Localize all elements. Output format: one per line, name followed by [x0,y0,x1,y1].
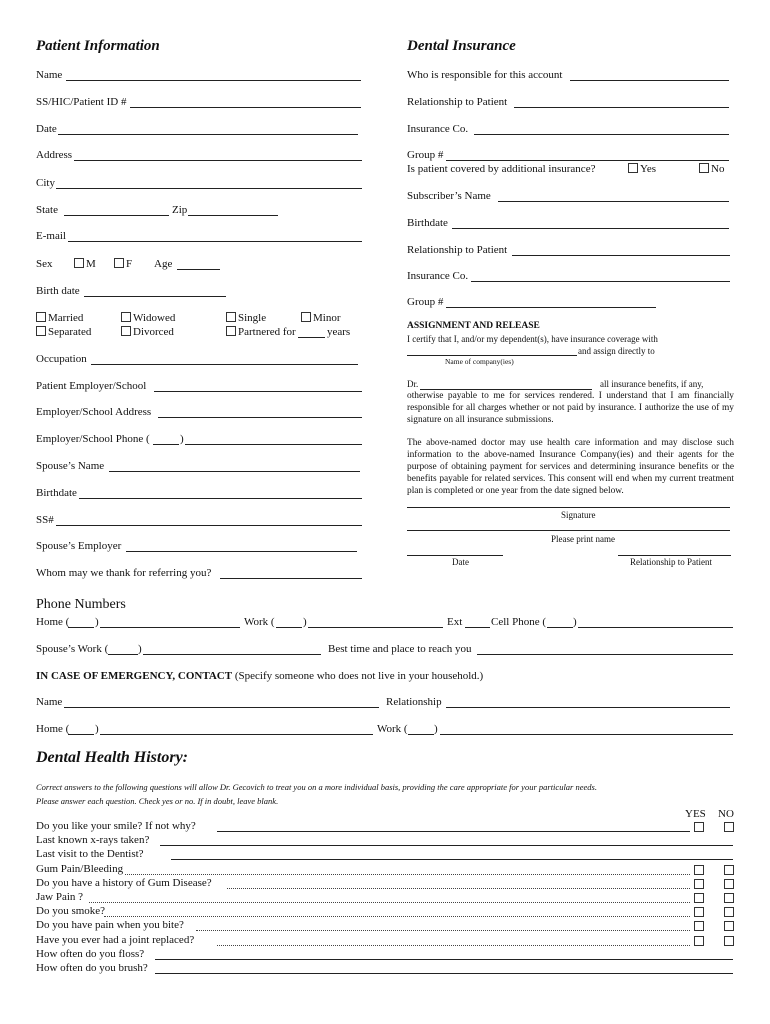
history-answer-field[interactable] [217,945,691,946]
partnered-years-field[interactable] [298,337,325,338]
ext-label: Ext [447,616,463,628]
assign-directly-text: and assign directly to [578,346,655,356]
address-label: Address [36,149,73,161]
history-question: Have you ever had a joint replaced? [36,933,195,946]
dr-label: Dr. [407,379,419,389]
company-names-field[interactable] [407,355,577,356]
paren-close: ) [138,643,142,655]
paren-close: ) [573,616,577,628]
emergency-work-label: Work ( [377,723,408,735]
print-name-field[interactable] [407,530,730,531]
history-no-checkbox[interactable] [724,936,734,946]
history-no-checkbox[interactable] [724,893,734,903]
zip-label: Zip [172,204,188,216]
history-answer-field[interactable] [217,831,691,832]
emergency-home-label: Home ( [36,723,70,735]
best-time-field[interactable] [477,654,733,655]
history-question: Jaw Pain ? [36,891,84,903]
married-checkbox[interactable]: Married [36,312,83,324]
history-yes-checkbox[interactable] [694,865,704,875]
history-answer-field[interactable] [89,902,690,903]
paren-close: ) [434,723,438,735]
phone-numbers-title: Phone Numbers [36,597,126,612]
emergency-relationship-label: Relationship [386,696,442,708]
history-answer-field[interactable] [196,930,690,931]
paren-close: ) [303,616,307,628]
birth-date-field[interactable] [84,296,226,297]
responsible-field[interactable] [570,80,729,81]
cell-phone-label: Cell Phone ( [491,616,546,628]
history-question: Do you like your smile? If not why? [36,820,196,832]
history-question: Do you have a history of Gum Disease? [36,876,212,889]
history-yes-checkbox[interactable] [694,921,704,931]
insurance-co-label: Insurance Co. [407,123,469,135]
emergency-name-label: Name [36,696,63,708]
no-column-header: NO [718,808,734,820]
employer-address-label: Employer/School Address [36,406,152,418]
history-question: Do you have pain when you bite? [36,919,184,932]
email-field[interactable] [68,241,362,242]
history-question: Do you smoke? [36,905,106,918]
widowed-checkbox[interactable]: Widowed [121,312,175,324]
employer-phone-area[interactable] [153,444,179,445]
history-question: Gum Pain/Bleeding [36,862,124,875]
sex-label: Sex [36,258,53,270]
state-field[interactable] [64,215,169,216]
relationship2-label: Relationship to Patient [407,244,508,256]
additional-yes-checkbox[interactable]: Yes [628,163,656,175]
group2-field[interactable] [446,307,656,308]
emergency-home-field[interactable] [100,734,373,735]
date-caption: Date [452,557,469,567]
referral-field[interactable] [220,578,362,579]
best-time-label: Best time and place to reach you [328,643,472,655]
group-label: Group # [407,149,444,161]
insurance-co2-label: Insurance Co. [407,270,469,282]
additional-no-checkbox[interactable]: No [699,163,724,175]
ext-field[interactable] [465,627,490,628]
email-label: E-mail [36,230,66,242]
group-field[interactable] [446,160,729,161]
name-label: Name [36,69,63,81]
patient-info-title: Patient Information [36,38,160,54]
history-yes-checkbox[interactable] [694,879,704,889]
separated-checkbox[interactable]: Separated [36,326,91,338]
emergency-name-field[interactable] [64,707,379,708]
state-label: State [36,204,58,216]
spouse-birthdate-field[interactable] [79,498,362,499]
yes-column-header: YES [685,808,706,820]
partnered-checkbox[interactable]: Partnered for [226,326,296,338]
history-no-checkbox[interactable] [724,921,734,931]
responsible-label: Who is responsible for this account [407,69,563,81]
history-question: Last known x-rays taken? [36,834,150,847]
signature-field[interactable] [407,507,730,508]
spouse-name-label: Spouse’s Name [36,460,105,472]
employer-field[interactable] [154,391,362,392]
emergency-work-field[interactable] [440,734,733,735]
history-intro-1: Correct answers to the following questions will allow Dr. Gecovich to treat you on a more individual basis, providing the care appropriate for your particular needs. [36,782,597,792]
dental-insurance-title: Dental Insurance [407,38,516,54]
emergency-home-area[interactable] [68,734,94,735]
group2-label: Group # [407,296,444,308]
history-answer-field[interactable] [227,888,690,889]
dental-history-title: Dental Health History: [36,749,188,766]
sub-birthdate-label: Birthdate [407,217,448,229]
spouse-employer-label: Spouse’s Employer [36,540,122,552]
paren-close: ) [95,616,99,628]
sex-f-checkbox[interactable]: F [114,258,132,270]
history-answer-field[interactable] [104,916,690,917]
history-no-checkbox[interactable] [724,865,734,875]
additional-insurance-label: Is patient covered by additional insurance? [407,163,596,175]
occupation-label: Occupation [36,353,87,365]
history-question: How often do you brush? [36,962,148,974]
assignment-title: ASSIGNMENT AND RELEASE [407,321,540,331]
name-of-company-caption: Name of company(ies) [445,357,514,366]
work-phone-field[interactable] [308,627,443,628]
spouse-work-field[interactable] [143,654,321,655]
address-field[interactable] [74,160,362,161]
subscriber-label: Subscriber’s Name [407,190,491,202]
spouse-work-label: Spouse’s Work ( [36,643,109,655]
history-answer-field[interactable] [160,845,733,846]
ssid-field[interactable] [130,107,361,108]
history-yes-checkbox[interactable] [694,907,704,917]
work-phone-label: Work ( [244,616,275,628]
home-phone-label: Home ( [36,616,70,628]
all-benefits-text: all insurance benefits, if any, [600,379,704,389]
date-field[interactable] [58,134,358,135]
work-area-field[interactable] [276,627,302,628]
home-phone-field[interactable] [100,627,240,628]
history-intro-2: Please answer each question. Check yes or no. If in doubt, leave blank. [36,796,279,806]
years-label: years [327,326,351,338]
sex-m-checkbox[interactable]: M [74,258,96,270]
subscriber-field[interactable] [498,201,729,202]
sign-date-field[interactable] [407,555,503,556]
cell-area-field[interactable] [547,627,573,628]
history-yes-checkbox[interactable] [694,893,704,903]
divorced-checkbox[interactable]: Divorced [121,326,174,338]
history-yes-checkbox[interactable] [694,936,704,946]
history-answer-field[interactable] [155,973,733,974]
sub-birthdate-field[interactable] [452,228,729,229]
age-field[interactable] [177,269,220,270]
ss-label: SS# [36,514,54,526]
history-answer-field[interactable] [171,859,733,860]
sign-relationship-field[interactable] [618,555,731,556]
referral-label: Whom may we thank for referring you? [36,567,212,579]
relationship-field[interactable] [514,107,729,108]
spouse-work-area-field[interactable] [108,654,138,655]
employer-phone-field[interactable] [185,444,362,445]
history-no-checkbox[interactable] [724,907,734,917]
history-no-checkbox[interactable] [724,879,734,889]
spouse-name-field[interactable] [109,471,360,472]
emergency-relationship-field[interactable] [446,707,730,708]
date-label: Date [36,123,57,135]
ss-field[interactable] [56,525,362,526]
spouse-birthdate-label: Birthdate [36,487,77,499]
relationship2-field[interactable] [512,255,730,256]
print-name-caption: Please print name [551,534,615,544]
signature-caption: Signature [561,510,596,520]
insurance-co-field[interactable] [474,134,729,135]
certify-text: I certify that I, and/or my dependent(s), have insurance coverage with [407,334,658,344]
history-answer-field[interactable] [125,874,690,875]
home-area-field[interactable] [68,627,94,628]
name-field[interactable] [66,80,361,81]
insurance-co2-field[interactable] [471,281,730,282]
city-field[interactable] [56,188,362,189]
emergency-header: IN CASE OF EMERGENCY, CONTACT (Specify someone who does not live in your household.) [36,670,484,682]
relationship-label: Relationship to Patient [407,96,508,108]
age-label: Age [154,258,173,270]
city-label: City [36,177,55,189]
employer-phone-label: Employer/School Phone ( [36,433,150,445]
history-question: How often do you floss? [36,947,145,960]
history-answer-field[interactable] [155,959,733,960]
emergency-work-area[interactable] [408,734,434,735]
zip-field[interactable] [188,215,278,216]
paren-close: ) [95,723,99,735]
minor-checkbox[interactable]: Minor [301,312,341,324]
relationship-caption: Relationship to Patient [630,557,712,567]
history-question: Last visit to the Dentist? [36,848,144,861]
single-checkbox[interactable]: Single [226,312,266,324]
birth-date-label: Birth date [36,285,80,297]
cell-phone-field[interactable] [578,627,733,628]
paren-close: ) [180,433,184,445]
employer-address-field[interactable] [158,417,362,418]
assignment-paragraph: otherwise payable to me for services rendered. I understand that I am financially responsible for all charges whether or not paid by insurance. I authorize the use of my signature on all insurance submissions. [407,391,734,425]
history-yes-checkbox[interactable] [694,822,704,832]
occupation-field[interactable] [91,364,358,365]
employer-label: Patient Employer/School [36,380,147,392]
history-no-checkbox[interactable] [724,822,734,832]
ssid-label: SS/HIC/Patient ID # [36,96,127,108]
spouse-employer-field[interactable] [126,551,357,552]
consent-paragraph: The above-named doctor may use health care information and may disclose such information to the above-named Insurance Company(ies) and their agents for the purpose of obtaining payment for services and determining insurance benefits or the benefits payable for related services. This consent will end when my current treatment plan is completed or one year from the date signed below. [407,438,734,496]
